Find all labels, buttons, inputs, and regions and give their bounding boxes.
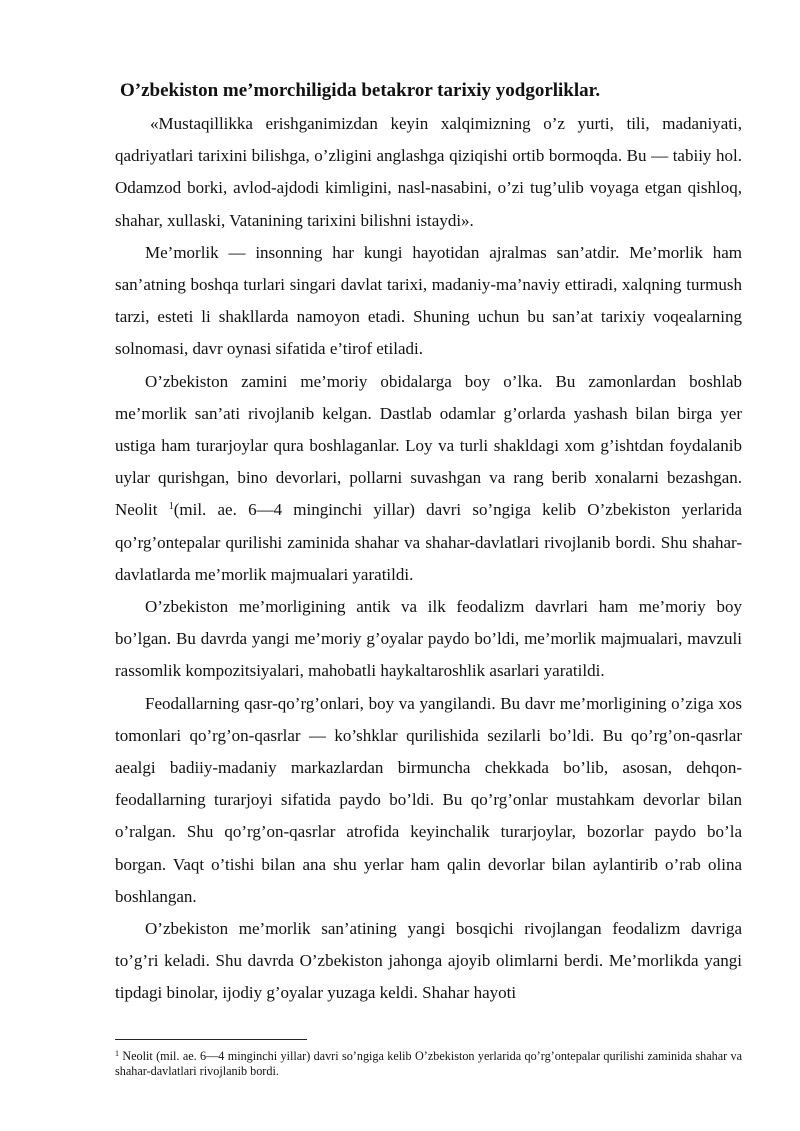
paragraph-feudal-castles: Feodallarning qasr-qo’rg’onlari, boy va yangilandi. Bu davr me’morligining o’ziga xos tomonlari qo’rg’on-qasrlar — ko’shklar qurilishida sezilarli bo’ldi. Bu qo’rg’on-qasrlar aealgi badiiy-madaniy markazlardan birmuncha chekkada bo’lib, asosan, dehqon-feodallarning turarjoyi sifatida paydo bo’ldi. Bu qo’rg’onlar mustahkam devorlar bilan o’ralgan. Shu qo’rg’on-qasrlar atrofida keyinchalik turarjoylar, bozorlar paydo bo’la borgan. Vaqt o’tishi bilan ana shu yerlar ham qalin devorlar bilan aylantirib o’rab olina boshlangan. — [115, 693, 742, 906]
paragraph-uzbekistan-monuments — [115, 366, 742, 591]
footnote-marker: 1 — [115, 1049, 119, 1058]
document-title: O’zbekiston me’morchiligida betakror tarixiy yodgorliklar. — [120, 80, 601, 101]
footnote-text: Neolit (mil. ae. 6—4 minginchi yillar) davri so’ngiga kelib O’zbekiston yerlarida qo’rg’ontepalar qurilishi zaminida shahar va shahar-davlatlari rivojlanib bordi. — [115, 1049, 742, 1078]
paragraph-architecture-definition: Me’morlik — insonning har kungi hayotidan ajralmas san’atdir. Me’morlik ham san’atning boshqa turlari singari davlat tarixi, madaniy-ma’naviy ettiradi, xalqning turmush tarzi, esteti li shakllarda namoyon etadi. Shuning uchun bu san’at tarixiy voqealarning solnomasi, davr oynasi sifatida e’tirof etiladi. — [115, 242, 742, 359]
footnote-reference[interactable]: 1 — [168, 501, 174, 513]
paragraph-quote: «Mustaqillikka erishganimizdan keyin xalqimizning o’z yurti, tili, madaniyati, qadriyatlari tarixini bilishga, o’zligini anglashga qiziqishi ortib bormoqda. Bu — tabiiy hol. Odamzod borki, avlod-ajdodi kimligini, nasl-nasabini, o’zi tug’ulib voyaga etgan qishloq, shahar, xullaski, Vatanining tarixini bilishni istaydi». — [115, 114, 742, 230]
paragraph-text: O’zbekiston zamini me’moriy obidalarga boy o’lka. Bu zamonlardan boshlab me’morlik san’ati rivojlanib kelgan. Dastlab odamlar g’orlarda yashash bilan birga yer ustiga ham turarjoylar qura boshlaganlar. Loy va turli shakldagi xom g’ishtdan foydalanib uylar qurishgan, bino devorlari, pollarni suvashgan va rang berib xonalarni bezashgan. Neolit — [115, 371, 742, 520]
footnote — [115, 1049, 742, 1079]
paragraph-antique-period: O’zbekiston me’morligining antik va ilk feodalizm davrlari ham me’moriy boy bo’lgan. Bu davrda yangi me’moriy g’oyalar paydo bo’ldi, me’morlik majmualari, mavzuli rassomlik kompozitsiyalari, mahobatli haykaltaroshlik asarlari yaratildi. — [115, 597, 742, 681]
paragraph-new-stage: O’zbekiston me’morlik san’atining yangi bosqichi rivojlangan feodalizm davriga to’g’ri keladi. Shu davrda O’zbekiston jahonga ajoyib olimlarni berdi. Me’morlikda yangi tipdagi binolar, ijodiy g’oyalar yuzaga keldi. Shahar hayoti — [115, 919, 742, 1003]
footnote-divider — [115, 1039, 307, 1040]
paragraph-text: (mil. ae. 6—4 minginchi yillar) davri so’ngiga kelib O’zbekiston yerlarida qo’rg’ontepalar qurilishi zaminida shahar va shahar-davlatlari rivojlanib bordi. Shu shahar-davlatlarda me’morlik majmualari yaratildi. — [115, 500, 743, 584]
document-body — [115, 78, 742, 1010]
